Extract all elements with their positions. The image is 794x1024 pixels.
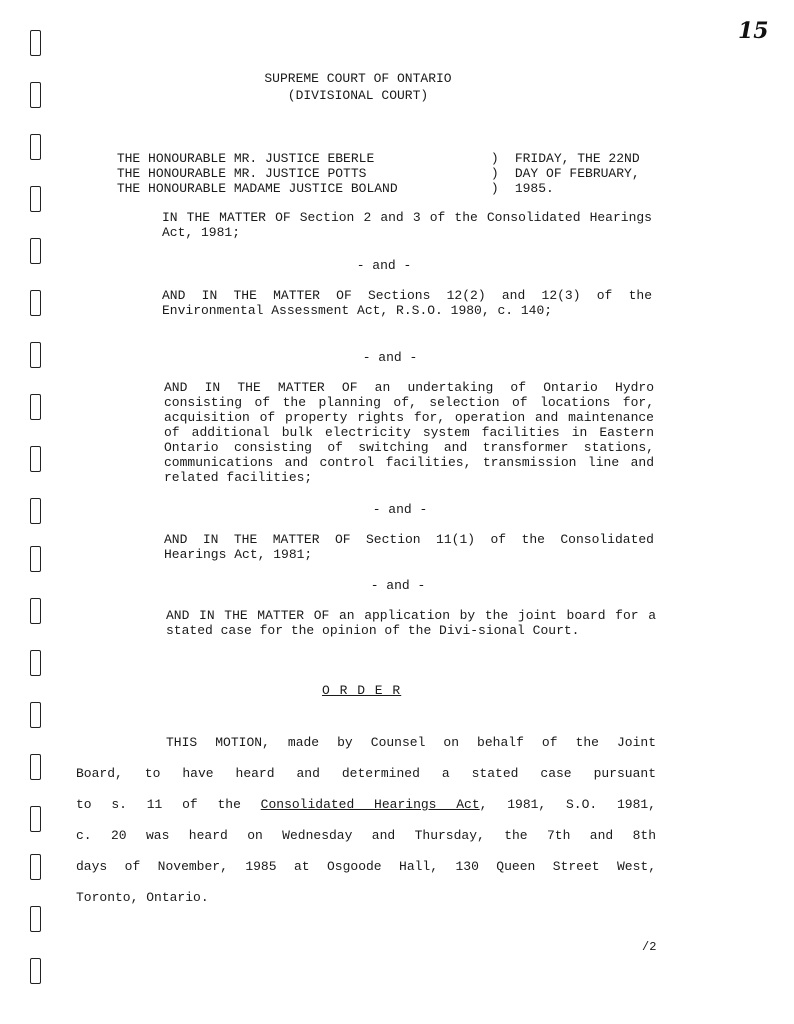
court-name: SUPREME COURT OF ONTARIO [264, 71, 452, 86]
and-separator: - and - [370, 578, 426, 593]
and-separator: - and - [362, 350, 418, 365]
and-separator: - and - [372, 502, 428, 517]
binder-hole [30, 650, 41, 676]
body-text: , 1981, S.O. 1981, [479, 797, 656, 812]
binder-hole [30, 394, 41, 420]
matter-text: AND IN THE MATTER OF an application by the joint board for a stated case for the opinion of the Divi-sional Court. [166, 608, 656, 638]
binder-hole [30, 958, 41, 984]
binder-hole [30, 186, 41, 212]
binder-hole [30, 702, 41, 728]
matter-text: AND IN THE MATTER OF Sections 12(2) and 12(3) of the Environmental Assessment Act, R.S.O. 1980, c. 140; [162, 288, 652, 318]
body-line: Board, to have heard and determined a stated case pursuant [76, 766, 656, 781]
and-separator: - and - [356, 258, 412, 273]
panel-row [70, 136, 640, 166]
bracket: ) [490, 151, 499, 166]
bracket: ) [490, 181, 499, 196]
binder-hole [30, 906, 41, 932]
body-line: c. 20 was heard on Wednesday and Thursday, the 7th and 8th [76, 828, 656, 843]
judge-name: THE HONOURABLE MR. JUSTICE POTTS [116, 166, 367, 181]
handwritten-page-number: 15 [738, 18, 769, 44]
body-line: days of November, 1985 at Osgoode Hall, 130 Queen Street West, [76, 859, 656, 874]
act-title: Consolidated Hearings Act [260, 797, 480, 812]
order-body [76, 727, 656, 913]
date-line: DAY OF FEBRUARY, [514, 166, 640, 181]
matter-paragraph [166, 608, 656, 638]
court-division: (DIVISIONAL COURT) [287, 88, 429, 103]
date-line: 1985. [514, 181, 554, 196]
binder-hole [30, 238, 41, 264]
judges-panel [70, 136, 640, 196]
judge-name: THE HONOURABLE MR. JUSTICE EBERLE [116, 151, 375, 166]
binder-hole [30, 754, 41, 780]
date-line: FRIDAY, THE 22ND [514, 151, 640, 166]
binder-hole [30, 290, 41, 316]
body-line [76, 789, 656, 820]
binder-hole [30, 446, 41, 472]
binder-hole [30, 598, 41, 624]
matter-paragraph [164, 532, 654, 562]
continuation-marker: /2 [642, 940, 657, 954]
binder-hole [30, 342, 41, 368]
matter-paragraph [162, 288, 652, 318]
order-heading: O R D E R [322, 683, 402, 698]
binder-hole [30, 854, 41, 880]
body-line: THIS MOTION, made by Counsel on behalf of the Joint [166, 735, 656, 750]
judge-name: THE HONOURABLE MADAME JUSTICE BOLAND [116, 181, 398, 196]
matter-paragraph [164, 380, 654, 485]
binder-hole [30, 806, 41, 832]
binder-hole [30, 30, 41, 56]
binder-hole [30, 498, 41, 524]
body-line: Toronto, Ontario. [76, 890, 209, 905]
bracket: ) [490, 166, 499, 181]
binder-hole [30, 546, 41, 572]
matter-paragraph [162, 210, 652, 240]
body-text: to s. 11 of the [76, 797, 261, 812]
matter-text: AND IN THE MATTER OF Section 11(1) of the Consolidated Hearings Act, 1981; [164, 532, 654, 562]
binder-hole [30, 134, 41, 160]
matter-text: IN THE MATTER OF Section 2 and 3 of the Consolidated Hearings Act, 1981; [162, 210, 652, 240]
matter-text: AND IN THE MATTER OF an undertaking of Ontario Hydro consisting of the planning of, selection of locations for, acquisition of property rights for, operation and maintenance of additional bulk electricity system facilities in Eastern Ontario consisting of switching and transformer stations, communications and control facilities, transmission line and related facilities; [164, 380, 654, 485]
